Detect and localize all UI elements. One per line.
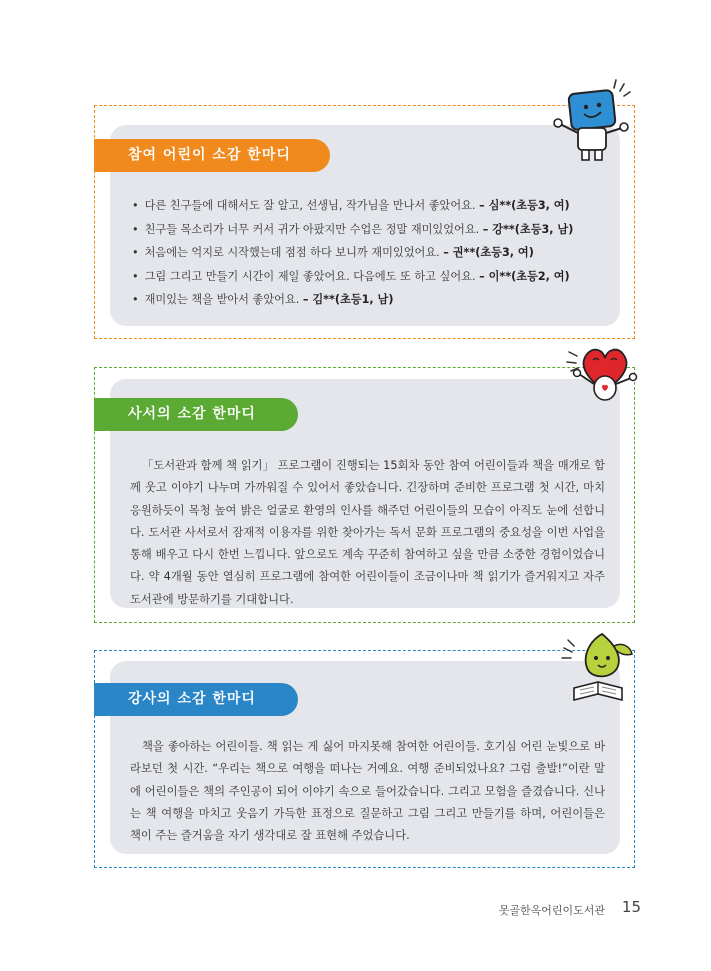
librarian-comment-text: 「도서관과 함께 책 읽기」 프로그램이 진행되는 15회차 동안 참여 어린이들과 책을 매개로 함께 웃고 이야기 나누며 가까워질 수 있어서 좋았습니다. 긴장하며 준비한 프로그램 첫 시간, 마치 응원하듯이 목청 높여 밝은 얼굴로 환영의 인사를 해주던 어린이들의 모습이 아직도 눈에 선합니다. 도서관 사서로서 잠재적 이용자를 위한 찾아가는 독서 문화 프로그램의 중요성을 이번 사업을 통해 배우고 다시 한번 느낍니다. 앞으로도 계속 꾸준히 참여하고 싶을 만큼 소중한 경험이었습니다. 약 4개월 동안 열심히 프로그램에 참여한 어린이들이 조금이나마 책 읽기가 즐거워지고 자주 도서관에 방문하기를 기대합니다. — [130, 459, 605, 606]
blue-character-icon — [550, 78, 640, 168]
list-item: • 다른 친구들에 대해서도 잘 알고, 선생님, 작가님을 만나서 좋았어요. – 심**(초등3, 여) — [132, 199, 570, 212]
list-item: • 친구들 목소리가 너무 커서 귀가 아팠지만 수업은 정말 재미있었어요. – 강**(초등3, 남) — [132, 222, 574, 236]
leaf-reading-character-icon — [558, 628, 640, 708]
section-librarian-title: 사서의 소감 한마디 — [94, 398, 298, 431]
footer-library-name: 못골한옥어린이도서관 — [498, 904, 605, 917]
page-number: 15 — [621, 898, 641, 916]
instructor-comment-text: 책을 좋아하는 어린이들. 책 읽는 게 싫어 마지못해 참여한 어린이들. 호기심 어린 눈빛으로 바라보던 첫 시간. “우리는 책으로 여행을 떠나는 거예요. 여행 준비되었나요? 그럼 출발!”이란 말에 어린이들은 책의 주인공이 되어 이야기 속으로 들어갔습니다. 그리고 모험을 즐겼습니다. 신나는 책 여행을 마치고 웃음기 가득한 표정으로 질문하고 그림 그리고 만들기를 하며, 어린이들은 책이 주는 즐거움을 자기 생각대로 잘 표현해 주었습니다. — [130, 740, 605, 843]
list-item: • 재미있는 책을 받아서 좋았어요. – 김**(초등1, 남) — [132, 293, 394, 306]
section-instructor-title: 강사의 소감 한마디 — [94, 683, 298, 716]
section-children-title: 참여 어린이 소감 한마디 — [94, 139, 330, 172]
list-item: • 처음에는 억지로 시작했는데 점점 하다 보니까 재미있었어요. – 권**(초등3, 여) — [132, 246, 534, 259]
children-comment-list — [132, 194, 573, 312]
list-item: • 그림 그리고 만들기 시간이 제일 좋았어요. 다음에도 또 하고 싶어요. – 이**(초등2, 여) — [132, 269, 570, 283]
heart-character-icon — [565, 338, 645, 408]
